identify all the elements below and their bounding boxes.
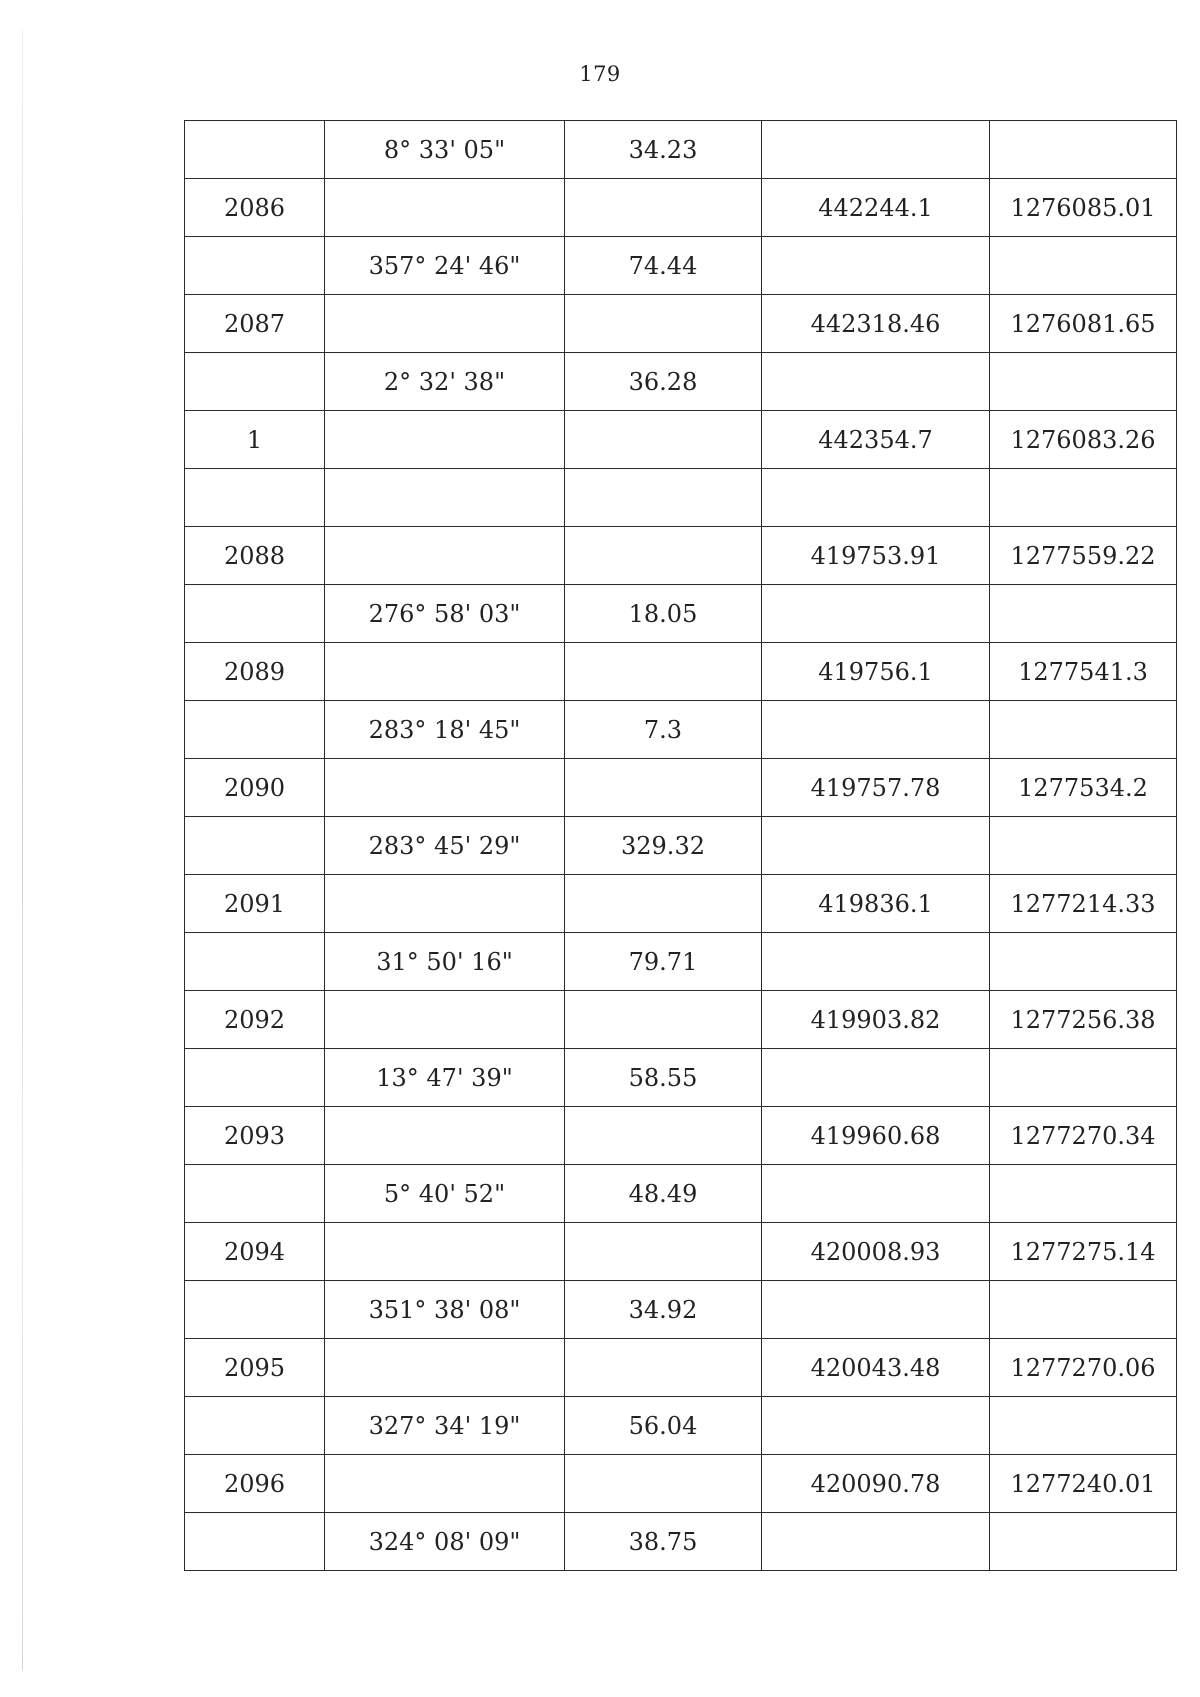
bearing-cell: [325, 527, 565, 585]
northing-cell: [762, 701, 990, 759]
table-row: [185, 1339, 1177, 1397]
table-row: [185, 991, 1177, 1049]
station-cell: 2092: [185, 991, 325, 1049]
easting-cell: [990, 469, 1177, 527]
station-cell: 2090: [185, 759, 325, 817]
northing-cell: 420043.48: [762, 1339, 990, 1397]
easting-cell: 1277214.33: [990, 875, 1177, 933]
distance-cell: 34.23: [565, 121, 762, 179]
easting-cell: 1277275.14: [990, 1223, 1177, 1281]
table-row: [185, 295, 1177, 353]
easting-cell: 1276083.26: [990, 411, 1177, 469]
northing-cell: 442318.46: [762, 295, 990, 353]
station-cell: 2087: [185, 295, 325, 353]
bearing-cell: 276° 58' 03": [325, 585, 565, 643]
station-cell: [185, 933, 325, 991]
distance-cell: 74.44: [565, 237, 762, 295]
station-cell: 2095: [185, 1339, 325, 1397]
station-cell: 1: [185, 411, 325, 469]
bearing-cell: 351° 38' 08": [325, 1281, 565, 1339]
bearing-cell: [325, 1223, 565, 1281]
survey-table: [184, 120, 1177, 1571]
table-row: [185, 1165, 1177, 1223]
station-cell: [185, 1397, 325, 1455]
bearing-cell: [325, 295, 565, 353]
bearing-cell: 357° 24' 46": [325, 237, 565, 295]
northing-cell: [762, 469, 990, 527]
distance-cell: [565, 469, 762, 527]
northing-cell: [762, 933, 990, 991]
scan-edge-line: [22, 30, 23, 1670]
easting-cell: [990, 701, 1177, 759]
distance-cell: [565, 1455, 762, 1513]
easting-cell: [990, 585, 1177, 643]
table-row: [185, 1107, 1177, 1165]
distance-cell: 48.49: [565, 1165, 762, 1223]
northing-cell: 420008.93: [762, 1223, 990, 1281]
distance-cell: 34.92: [565, 1281, 762, 1339]
easting-cell: [990, 1165, 1177, 1223]
bearing-cell: [325, 411, 565, 469]
table-row: [185, 701, 1177, 759]
station-cell: 2093: [185, 1107, 325, 1165]
table-row: [185, 875, 1177, 933]
bearing-cell: [325, 179, 565, 237]
table-row: [185, 1455, 1177, 1513]
distance-cell: [565, 1107, 762, 1165]
table-row: [185, 817, 1177, 875]
station-cell: [185, 1165, 325, 1223]
bearing-cell: 2° 32' 38": [325, 353, 565, 411]
distance-cell: [565, 411, 762, 469]
northing-cell: [762, 817, 990, 875]
easting-cell: [990, 353, 1177, 411]
station-cell: [185, 1281, 325, 1339]
table-row: [185, 1049, 1177, 1107]
easting-cell: [990, 1049, 1177, 1107]
distance-cell: 36.28: [565, 353, 762, 411]
table-row: [185, 1281, 1177, 1339]
station-cell: [185, 469, 325, 527]
easting-cell: [990, 121, 1177, 179]
northing-cell: [762, 1513, 990, 1571]
easting-cell: 1277559.22: [990, 527, 1177, 585]
distance-cell: 58.55: [565, 1049, 762, 1107]
bearing-cell: [325, 991, 565, 1049]
distance-cell: [565, 295, 762, 353]
easting-cell: 1277534.2: [990, 759, 1177, 817]
northing-cell: 442354.7: [762, 411, 990, 469]
northing-cell: 419960.68: [762, 1107, 990, 1165]
bearing-cell: 13° 47' 39": [325, 1049, 565, 1107]
table-row: [185, 237, 1177, 295]
northing-cell: [762, 1397, 990, 1455]
easting-cell: [990, 1281, 1177, 1339]
northing-cell: [762, 585, 990, 643]
station-cell: [185, 1049, 325, 1107]
table-row: [185, 411, 1177, 469]
station-cell: [185, 817, 325, 875]
bearing-cell: [325, 875, 565, 933]
table-row: [185, 585, 1177, 643]
table-row: [185, 353, 1177, 411]
table-row: [185, 179, 1177, 237]
distance-cell: [565, 527, 762, 585]
northing-cell: [762, 1165, 990, 1223]
table-row: [185, 759, 1177, 817]
distance-cell: [565, 179, 762, 237]
easting-cell: [990, 1397, 1177, 1455]
bearing-cell: [325, 469, 565, 527]
station-cell: 2088: [185, 527, 325, 585]
northing-cell: 419756.1: [762, 643, 990, 701]
bearing-cell: [325, 759, 565, 817]
table-row: [185, 121, 1177, 179]
easting-cell: 1277541.3: [990, 643, 1177, 701]
station-cell: 2094: [185, 1223, 325, 1281]
easting-cell: 1277270.34: [990, 1107, 1177, 1165]
station-cell: 2091: [185, 875, 325, 933]
northing-cell: [762, 353, 990, 411]
station-cell: 2096: [185, 1455, 325, 1513]
distance-cell: [565, 643, 762, 701]
station-cell: [185, 121, 325, 179]
page-number: 179: [579, 62, 621, 86]
easting-cell: 1276081.65: [990, 295, 1177, 353]
distance-cell: 18.05: [565, 585, 762, 643]
table-row: [185, 527, 1177, 585]
northing-cell: [762, 121, 990, 179]
distance-cell: 38.75: [565, 1513, 762, 1571]
northing-cell: [762, 1281, 990, 1339]
easting-cell: 1277256.38: [990, 991, 1177, 1049]
distance-cell: 7.3: [565, 701, 762, 759]
station-cell: [185, 353, 325, 411]
station-cell: [185, 701, 325, 759]
northing-cell: [762, 1049, 990, 1107]
easting-cell: [990, 1513, 1177, 1571]
bearing-cell: [325, 1339, 565, 1397]
distance-cell: [565, 875, 762, 933]
easting-cell: 1277240.01: [990, 1455, 1177, 1513]
easting-cell: [990, 933, 1177, 991]
station-cell: [185, 237, 325, 295]
bearing-cell: [325, 1455, 565, 1513]
bearing-cell: 324° 08' 09": [325, 1513, 565, 1571]
distance-cell: 329.32: [565, 817, 762, 875]
northing-cell: 419753.91: [762, 527, 990, 585]
easting-cell: 1276085.01: [990, 179, 1177, 237]
bearing-cell: 31° 50' 16": [325, 933, 565, 991]
northing-cell: 419836.1: [762, 875, 990, 933]
station-cell: 2089: [185, 643, 325, 701]
table-row: [185, 643, 1177, 701]
table-row: [185, 1513, 1177, 1571]
distance-cell: 56.04: [565, 1397, 762, 1455]
station-cell: 2086: [185, 179, 325, 237]
survey-table-body: [185, 121, 1177, 1571]
northing-cell: 420090.78: [762, 1455, 990, 1513]
table-row: [185, 933, 1177, 991]
easting-cell: 1277270.06: [990, 1339, 1177, 1397]
bearing-cell: 283° 45' 29": [325, 817, 565, 875]
northing-cell: 442244.1: [762, 179, 990, 237]
bearing-cell: 327° 34' 19": [325, 1397, 565, 1455]
distance-cell: [565, 1339, 762, 1397]
easting-cell: [990, 817, 1177, 875]
table-row: [185, 1397, 1177, 1455]
northing-cell: 419757.78: [762, 759, 990, 817]
distance-cell: [565, 759, 762, 817]
distance-cell: [565, 1223, 762, 1281]
bearing-cell: [325, 1107, 565, 1165]
distance-cell: [565, 991, 762, 1049]
northing-cell: [762, 237, 990, 295]
table-row: [185, 1223, 1177, 1281]
bearing-cell: 8° 33' 05": [325, 121, 565, 179]
table-row: [185, 469, 1177, 527]
bearing-cell: [325, 643, 565, 701]
easting-cell: [990, 237, 1177, 295]
bearing-cell: 283° 18' 45": [325, 701, 565, 759]
station-cell: [185, 585, 325, 643]
bearing-cell: 5° 40' 52": [325, 1165, 565, 1223]
northing-cell: 419903.82: [762, 991, 990, 1049]
station-cell: [185, 1513, 325, 1571]
distance-cell: 79.71: [565, 933, 762, 991]
